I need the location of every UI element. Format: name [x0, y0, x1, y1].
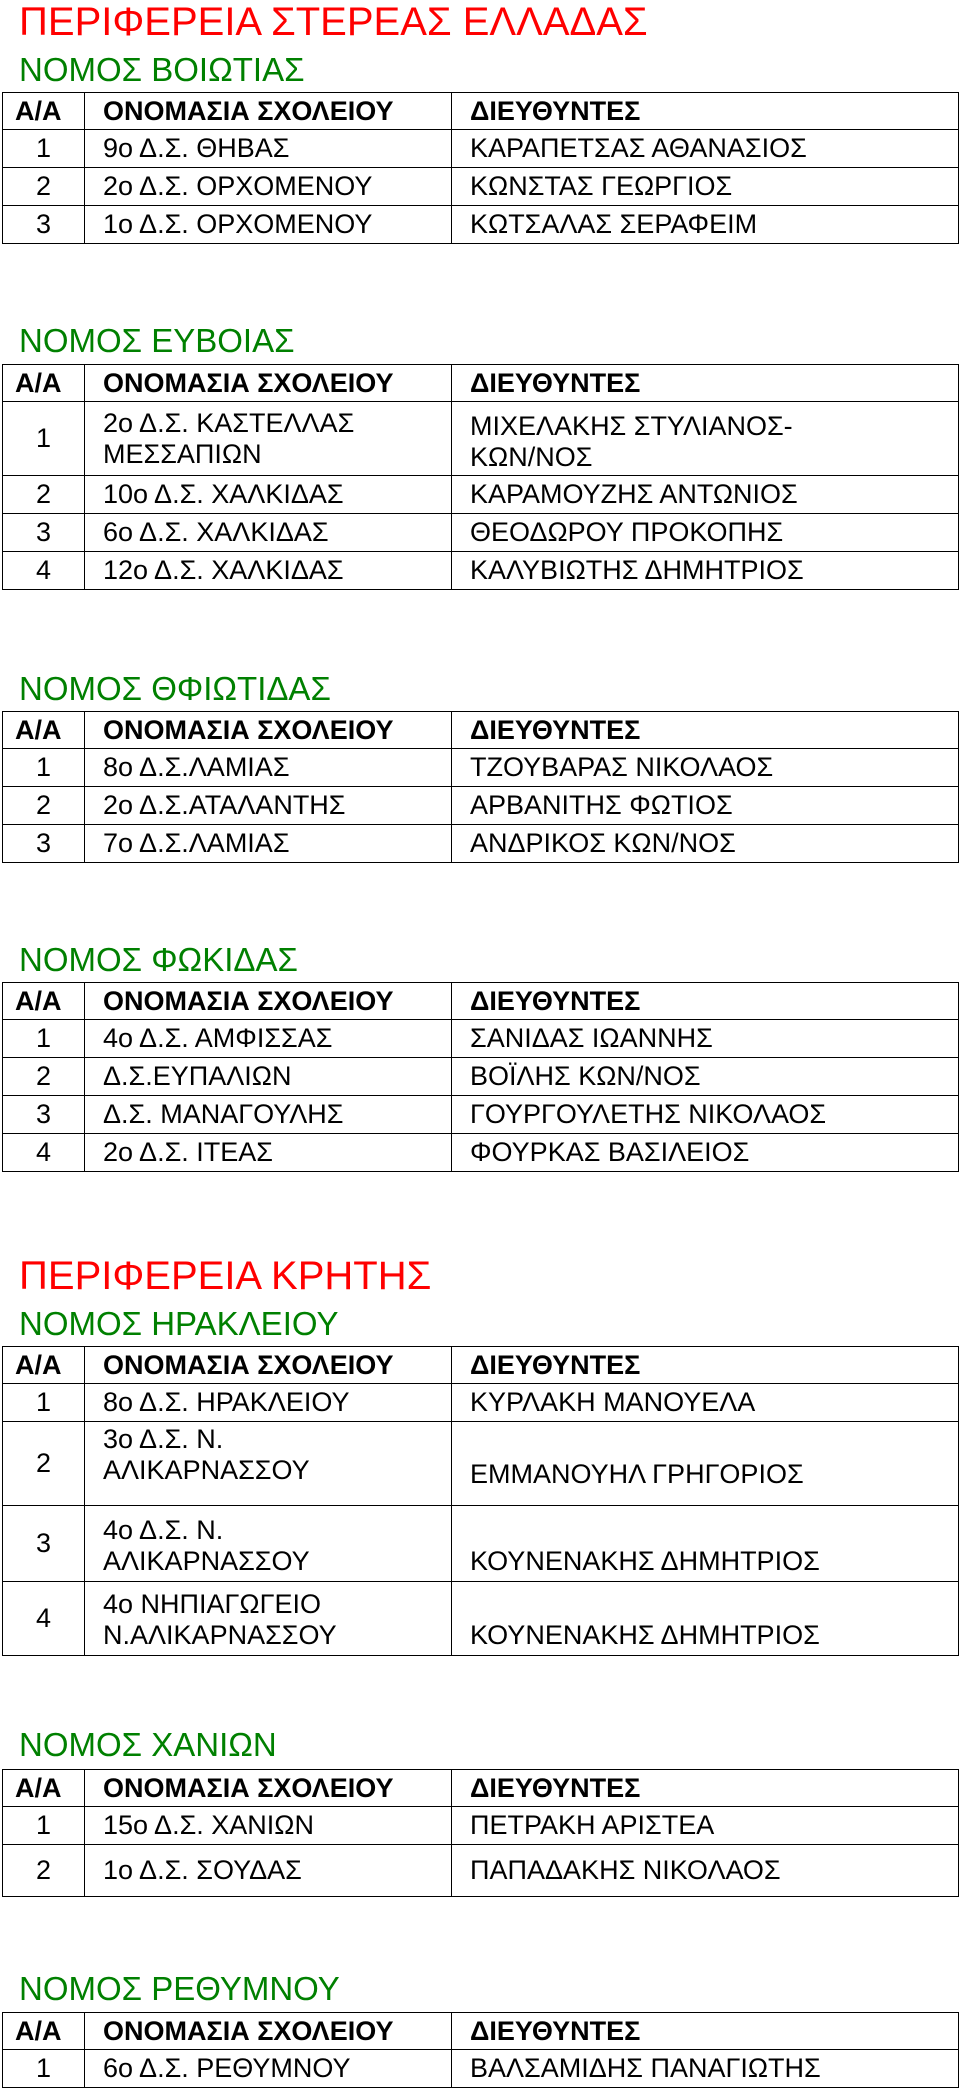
table-row: [3, 825, 959, 863]
school-name: [85, 1422, 452, 1506]
school-name: 6ο Δ.Σ. ΡΕΘΥΜΝΟΥ: [85, 2050, 452, 2088]
table-row: [3, 1134, 959, 1172]
schools-table: [2, 1346, 959, 1656]
column-header-director: ΔΙΕΥΘΥΝΤΕΣ: [452, 983, 959, 1020]
table-row: [3, 2050, 959, 2088]
prefecture-title: ΝΟΜΟΣ ΗΡΑΚΛΕΙΟΥ: [19, 1305, 339, 1342]
table-row: [3, 1096, 959, 1134]
column-header-school: ΟΝΟΜΑΣΙΑ ΣΧΟΛΕΙΟΥ: [85, 1770, 452, 1807]
table-header-row: [3, 365, 959, 402]
table-row: [3, 206, 959, 244]
school-name: [85, 1506, 452, 1582]
region-title: ΠΕΡΙΦΕΡΕΙΑ ΣΤΕΡΕΑΣ ΕΛΛΑΔΑΣ: [19, 0, 648, 44]
column-header-director: ΔΙΕΥΘΥΝΤΕΣ: [452, 712, 959, 749]
school-name: 4ο Δ.Σ. ΑΜΦΙΣΣΑΣ: [85, 1020, 452, 1058]
row-number: 3: [3, 1506, 85, 1582]
director-name: ΑΡΒΑΝΙΤΗΣ ΦΩΤΙΟΣ: [452, 787, 959, 825]
school-name: 1ο Δ.Σ. ΟΡΧΟΜΕΝΟΥ: [85, 206, 452, 244]
prefecture-title: ΝΟΜΟΣ ΒΟΙΩΤΙΑΣ: [19, 51, 305, 88]
school-name: Δ.Σ.ΕΥΠΑΛΙΩΝ: [85, 1058, 452, 1096]
column-header-aa: Α/Α: [3, 365, 85, 402]
director-name: ΕΜΜΑΝΟΥΗΛ ΓΡΗΓΟΡΙΟΣ: [452, 1422, 959, 1506]
school-name-line: 4ο Δ.Σ. Ν.: [103, 1515, 224, 1545]
director-name: ΚΟΥΝΕΝΑΚΗΣ ΔΗΜΗΤΡΙΟΣ: [452, 1582, 959, 1656]
school-name: [85, 1582, 452, 1656]
row-number: 1: [3, 1020, 85, 1058]
director-name: ΓΟΥΡΓΟΥΛΕΤΗΣ ΝΙΚΟΛΑΟΣ: [452, 1096, 959, 1134]
column-header-aa: Α/Α: [3, 1770, 85, 1807]
table-row: [3, 1582, 959, 1656]
row-number: 3: [3, 825, 85, 863]
director-name: ΚΑΡΑΜΟΥΖΗΣ ΑΝΤΩΝΙΟΣ: [452, 476, 959, 514]
table-row: [3, 1384, 959, 1422]
row-number: 4: [3, 1582, 85, 1656]
column-header-school: ΟΝΟΜΑΣΙΑ ΣΧΟΛΕΙΟΥ: [85, 712, 452, 749]
prefecture-title: ΝΟΜΟΣ ΘΦΙΩΤΙΔΑΣ: [19, 670, 331, 707]
school-name-line: 4ο ΝΗΠΙΑΓΩΓΕΙΟ: [103, 1589, 321, 1619]
column-header-school: ΟΝΟΜΑΣΙΑ ΣΧΟΛΕΙΟΥ: [85, 93, 452, 130]
director-name-line: ΜΙΧΕΛΑΚΗΣ ΣΤΥΛΙΑΝΟΣ-: [470, 410, 793, 441]
column-header-aa: Α/Α: [3, 983, 85, 1020]
column-header-aa: Α/Α: [3, 1347, 85, 1384]
school-name: 12ο Δ.Σ. ΧΑΛΚΙΔΑΣ: [85, 552, 452, 590]
row-number: 2: [3, 787, 85, 825]
schools-table: [2, 364, 959, 590]
schools-table: [2, 1769, 959, 1897]
table-header-row: [3, 93, 959, 130]
director-name: ΚΟΥΝΕΝΑΚΗΣ ΔΗΜΗΤΡΙΟΣ: [452, 1506, 959, 1582]
row-number: 2: [3, 168, 85, 206]
school-name: Δ.Σ. ΜΑΝΑΓΟΥΛΗΣ: [85, 1096, 452, 1134]
school-name-line: Ν.ΑΛΙΚΑΡΝΑΣΣΟΥ: [103, 1620, 337, 1650]
school-name-line: ΑΛΙΚΑΡΝΑΣΣΟΥ: [103, 1546, 310, 1576]
director-name-line: ΚΩΝ/ΝΟΣ: [470, 441, 593, 472]
school-name: 2ο Δ.Σ. ΙΤΕΑΣ: [85, 1134, 452, 1172]
row-number: 3: [3, 1096, 85, 1134]
table-row: [3, 476, 959, 514]
school-name: 2ο Δ.Σ. ΟΡΧΟΜΕΝΟΥ: [85, 168, 452, 206]
row-number: 4: [3, 1134, 85, 1172]
director-name: ΠΑΠΑΔΑΚΗΣ ΝΙΚΟΛΑΟΣ: [452, 1845, 959, 1897]
column-header-director: ΔΙΕΥΘΥΝΤΕΣ: [452, 93, 959, 130]
table-header-row: [3, 1770, 959, 1807]
school-name-line: 2ο Δ.Σ. ΚΑΣΤΕΛΛΑΣ: [103, 407, 355, 438]
region-title: ΠΕΡΙΦΕΡΕΙΑ ΚΡΗΤΗΣ: [19, 1254, 432, 1298]
table-header-row: [3, 983, 959, 1020]
director-name: ΚΥΡΛΑΚΗ ΜΑΝΟΥΕΛΑ: [452, 1384, 959, 1422]
director-name: ΦΟΥΡΚΑΣ ΒΑΣΙΛΕΙΟΣ: [452, 1134, 959, 1172]
director-name: ΚΩΤΣΑΛΑΣ ΣΕΡΑΦΕΙΜ: [452, 206, 959, 244]
row-number: 3: [3, 514, 85, 552]
table-row: [3, 130, 959, 168]
column-header-school: ΟΝΟΜΑΣΙΑ ΣΧΟΛΕΙΟΥ: [85, 365, 452, 402]
column-header-school: ΟΝΟΜΑΣΙΑ ΣΧΟΛΕΙΟΥ: [85, 983, 452, 1020]
school-name: 2ο Δ.Σ.ΑΤΑΛΑΝΤΗΣ: [85, 787, 452, 825]
table-row: [3, 514, 959, 552]
school-name: 9ο Δ.Σ. ΘΗΒΑΣ: [85, 130, 452, 168]
schools-table: [2, 711, 959, 863]
table-row: [3, 1506, 959, 1582]
prefecture-title: ΝΟΜΟΣ ΦΩΚΙΔΑΣ: [19, 941, 298, 978]
school-name: [85, 402, 452, 476]
school-name: 15ο Δ.Σ. ΧΑΝΙΩΝ: [85, 1807, 452, 1845]
row-number: 3: [3, 206, 85, 244]
row-number: 1: [3, 749, 85, 787]
director-name: ΤΖΟΥΒΑΡΑΣ ΝΙΚΟΛΑΟΣ: [452, 749, 959, 787]
table-row: [3, 552, 959, 590]
school-name: 1ο Δ.Σ. ΣΟΥΔΑΣ: [85, 1845, 452, 1897]
column-header-school: ΟΝΟΜΑΣΙΑ ΣΧΟΛΕΙΟΥ: [85, 2013, 452, 2050]
table-header-row: [3, 2013, 959, 2050]
table-row: [3, 1807, 959, 1845]
table-row: [3, 168, 959, 206]
table-row: [3, 749, 959, 787]
table-header-row: [3, 1347, 959, 1384]
row-number: 1: [3, 402, 85, 476]
school-name: 6ο Δ.Σ. ΧΑΛΚΙΔΑΣ: [85, 514, 452, 552]
prefecture-title: ΝΟΜΟΣ ΡΕΘΥΜΝΟΥ: [19, 1970, 340, 2007]
school-name: 8ο Δ.Σ. ΗΡΑΚΛΕΙΟΥ: [85, 1384, 452, 1422]
school-name-line: ΑΛΙΚΑΡΝΑΣΣΟΥ: [103, 1455, 310, 1485]
row-number: 2: [3, 476, 85, 514]
table-row: [3, 402, 959, 476]
table-row: [3, 1058, 959, 1096]
column-header-aa: Α/Α: [3, 2013, 85, 2050]
director-name: ΒΑΛΣΑΜΙΔΗΣ ΠΑΝΑΓΙΩΤΗΣ: [452, 2050, 959, 2088]
row-number: 2: [3, 1058, 85, 1096]
schools-table: [2, 982, 959, 1172]
column-header-director: ΔΙΕΥΘΥΝΤΕΣ: [452, 365, 959, 402]
director-name: ΒΟΪΛΗΣ ΚΩΝ/ΝΟΣ: [452, 1058, 959, 1096]
director-name: ΘΕΟΔΩΡΟΥ ΠΡΟΚΟΠΗΣ: [452, 514, 959, 552]
schools-table: [2, 2012, 959, 2088]
prefecture-title: ΝΟΜΟΣ ΕΥΒΟΙΑΣ: [19, 322, 295, 359]
director-name: [452, 402, 959, 476]
table-row: [3, 787, 959, 825]
table-row: [3, 1422, 959, 1506]
row-number: 4: [3, 552, 85, 590]
column-header-aa: Α/Α: [3, 93, 85, 130]
table-header-row: [3, 712, 959, 749]
row-number: 2: [3, 1422, 85, 1506]
director-name: ΚΑΛΥΒΙΩΤΗΣ ΔΗΜΗΤΡΙΟΣ: [452, 552, 959, 590]
school-name: 10ο Δ.Σ. ΧΑΛΚΙΔΑΣ: [85, 476, 452, 514]
director-name: ΣΑΝΙΔΑΣ ΙΩΑΝΝΗΣ: [452, 1020, 959, 1058]
table-row: [3, 1020, 959, 1058]
school-name-line: ΜΕΣΣΑΠΙΩΝ: [103, 438, 262, 469]
column-header-director: ΔΙΕΥΘΥΝΤΕΣ: [452, 1347, 959, 1384]
row-number: 1: [3, 1807, 85, 1845]
row-number: 1: [3, 130, 85, 168]
column-header-school: ΟΝΟΜΑΣΙΑ ΣΧΟΛΕΙΟΥ: [85, 1347, 452, 1384]
director-name: ΑΝΔΡΙΚΟΣ ΚΩΝ/ΝΟΣ: [452, 825, 959, 863]
row-number: 1: [3, 1384, 85, 1422]
column-header-director: ΔΙΕΥΘΥΝΤΕΣ: [452, 2013, 959, 2050]
director-name: ΚΑΡΑΠΕΤΣΑΣ ΑΘΑΝΑΣΙΟΣ: [452, 130, 959, 168]
school-name: 8ο Δ.Σ.ΛΑΜΙΑΣ: [85, 749, 452, 787]
director-name: ΚΩΝΣΤΑΣ ΓΕΩΡΓΙΟΣ: [452, 168, 959, 206]
director-name: ΠΕΤΡΑΚΗ ΑΡΙΣΤΕΑ: [452, 1807, 959, 1845]
prefecture-title: ΝΟΜΟΣ ΧΑΝΙΩΝ: [19, 1726, 277, 1763]
school-name-line: 3ο Δ.Σ. Ν.: [103, 1424, 224, 1454]
table-row: [3, 1845, 959, 1897]
row-number: 1: [3, 2050, 85, 2088]
schools-table: [2, 92, 959, 244]
row-number: 2: [3, 1845, 85, 1897]
column-header-director: ΔΙΕΥΘΥΝΤΕΣ: [452, 1770, 959, 1807]
column-header-aa: Α/Α: [3, 712, 85, 749]
school-name: 7ο Δ.Σ.ΛΑΜΙΑΣ: [85, 825, 452, 863]
